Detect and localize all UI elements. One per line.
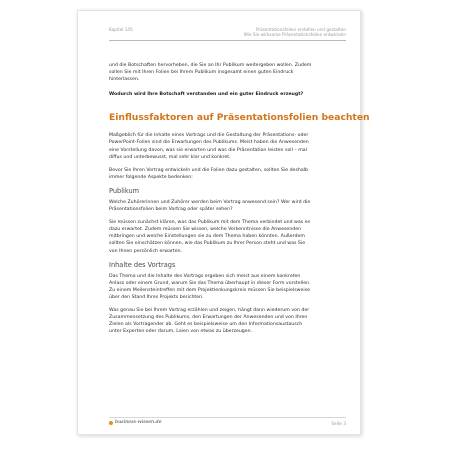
running-header xyxy=(244,27,346,37)
footer-divider xyxy=(109,417,346,418)
paragraph-expectations: Maßgeblich für die Inhalte eines Vortrags und die Gestaltung der Präsentations- oder PowerPoint-Folien sind die Erwartungen des Publikums. Meist haben die Anwesenden eine Vorstellung davon, was sie erwarten und was die Präsentation leisten soll – mal diffus und unterbewusst, mal sehr klar und konkret. xyxy=(109,133,309,160)
page-number: Seite 3 xyxy=(331,421,346,426)
paragraph-aspects: Bevor Sie Ihren Vortrag entwickeln und die Folien dazu gestalten, sollten Sie deshalb immer folgende Aspekte bedenken: xyxy=(109,167,309,180)
paragraph-topic-origin: Das Thema und die Inhalte des Vortrags ergeben sich meist aus einem konkreten Anlass oder einem Grund, warum Sie das Thema überhaupt in dieser Form vorstellen. Zu einem Meilensteintreffen mit dem Projektlenkungskreis müssen Sie beispielsweise über den Stand Ihres Projekts berichten. xyxy=(109,273,311,300)
section-heading: Einflussfaktoren auf Präsentationsfolien beachten xyxy=(109,112,370,124)
paragraph-audience-question: Welche Zuhörerinnen und Zuhörer werden beim Vortrag anwesend sein? Wer wird die Präsentationsfolien beim Vortrag oder später sehen? xyxy=(109,199,311,213)
running-header-subtitle: Wie Sie wirksame Präsentationsfolien entwickeln xyxy=(243,32,346,38)
subheading-inhalte: Inhalte des Vortrags xyxy=(109,260,176,269)
paragraph-audience-details: Sie müssen zunächst klären, was das Publikum mit dem Thema verbindet und was es dazu erwartet. Zudem müssen Sie wissen, welche Vorkenntnisse die Anwesenden mitbringen und welche Einstellungen sie zu dem Thema haben könnten. Außerdem sollten Sie einschätzen können, wie das Publikum zu Ihrer Person steht und was Sie von Ihnen persönlich erwarten. xyxy=(109,220,311,254)
logo-text: business-wissen.de xyxy=(115,420,162,425)
page-body xyxy=(109,62,370,341)
header-divider xyxy=(109,40,346,41)
paragraph-content-depends: Was genau Sie bei Ihrem Vortrag erzählen und zeigen, hängt dann wiederum von der Zusammensetzung des Publikums, den Erwartungen der Anwesenden und von Ihren Zielen als Vortragender ab. Geht es beispielsweise um den Informationsaustausch unter Experten oder darum, Laien von etwas zu überzeugen. xyxy=(109,307,310,335)
publisher-logo xyxy=(109,420,162,425)
running-header-title: Präsentationsfolien erstellen und gestalten xyxy=(255,27,346,32)
logo-dot-icon xyxy=(109,421,113,425)
key-question: Wodurch wird Ihre Botschaft verstanden und ein guter Eindruck erzeugt? xyxy=(109,92,304,98)
subheading-publikum: Publikum xyxy=(109,186,140,195)
intro-paragraph: und die Botschaften hervorheben, die Sie an Ihr Publikum weitergeben wollen. Zudem sollen Sie mit Ihren Folien bei Ihrem Publikum insgesamt einen guten Eindruck hinterlassen. xyxy=(109,63,312,83)
chapter-label: Kapitel 145 xyxy=(109,27,133,32)
document-page xyxy=(77,10,370,435)
